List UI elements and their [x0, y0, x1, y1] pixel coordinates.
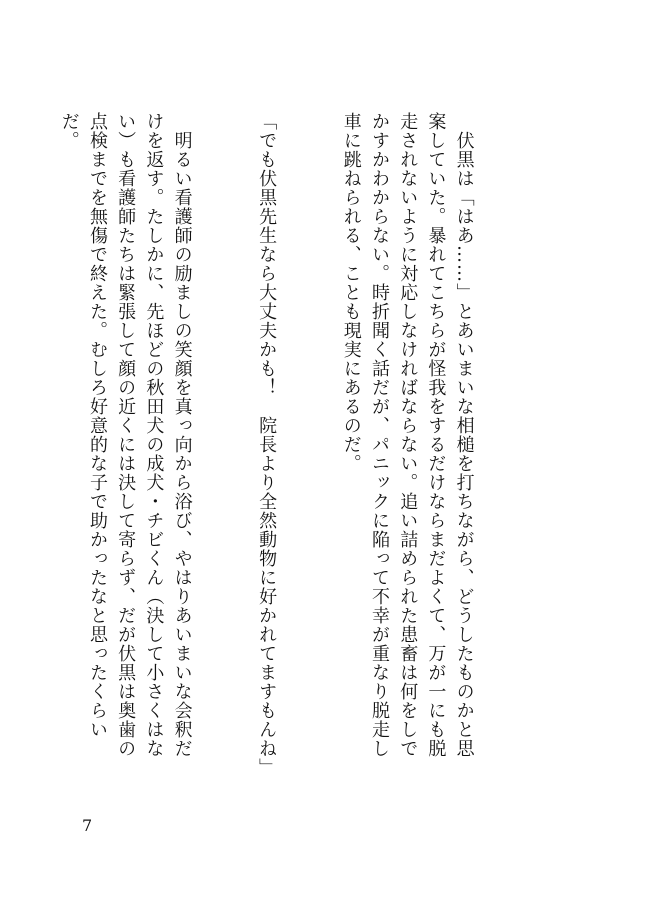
paragraph-1: 伏黒は「はあ……」とあいまいな相槌を打ちながら、どうしたものかと思案していた。暴れてこちらが怪我をするだけならまだよくて、万が一にも脱走されないように対応しなければならない。追い詰められた患畜は何をしでかすかわからない。時折聞く話だが、パニックに陥って不幸が重なり脱走し車に跳ねられる、ことも現実にあるのだ。 — [340, 112, 475, 758]
body-text — [58, 112, 534, 777]
page-number: 7 — [82, 816, 93, 835]
paragraph-3: 明るい看護師の励ましの笑顔を真っ向から浴び、やはりあいまいな会釈だけを返す。たしかに、先ほどの秋田犬の成犬・チビくん（決して小さくはない）も看護師たちは緊張して顔の近くには決して寄らず、だが伏黒は奥歯の点検までを無傷で終えた。むしろ好意的な子で助かったなと思ったくらいだ。 — [58, 112, 193, 758]
paragraph-2: 「でも伏黒先生なら大丈夫かも！ 院長より全然動物に好かれてますもんね」 — [256, 112, 278, 777]
